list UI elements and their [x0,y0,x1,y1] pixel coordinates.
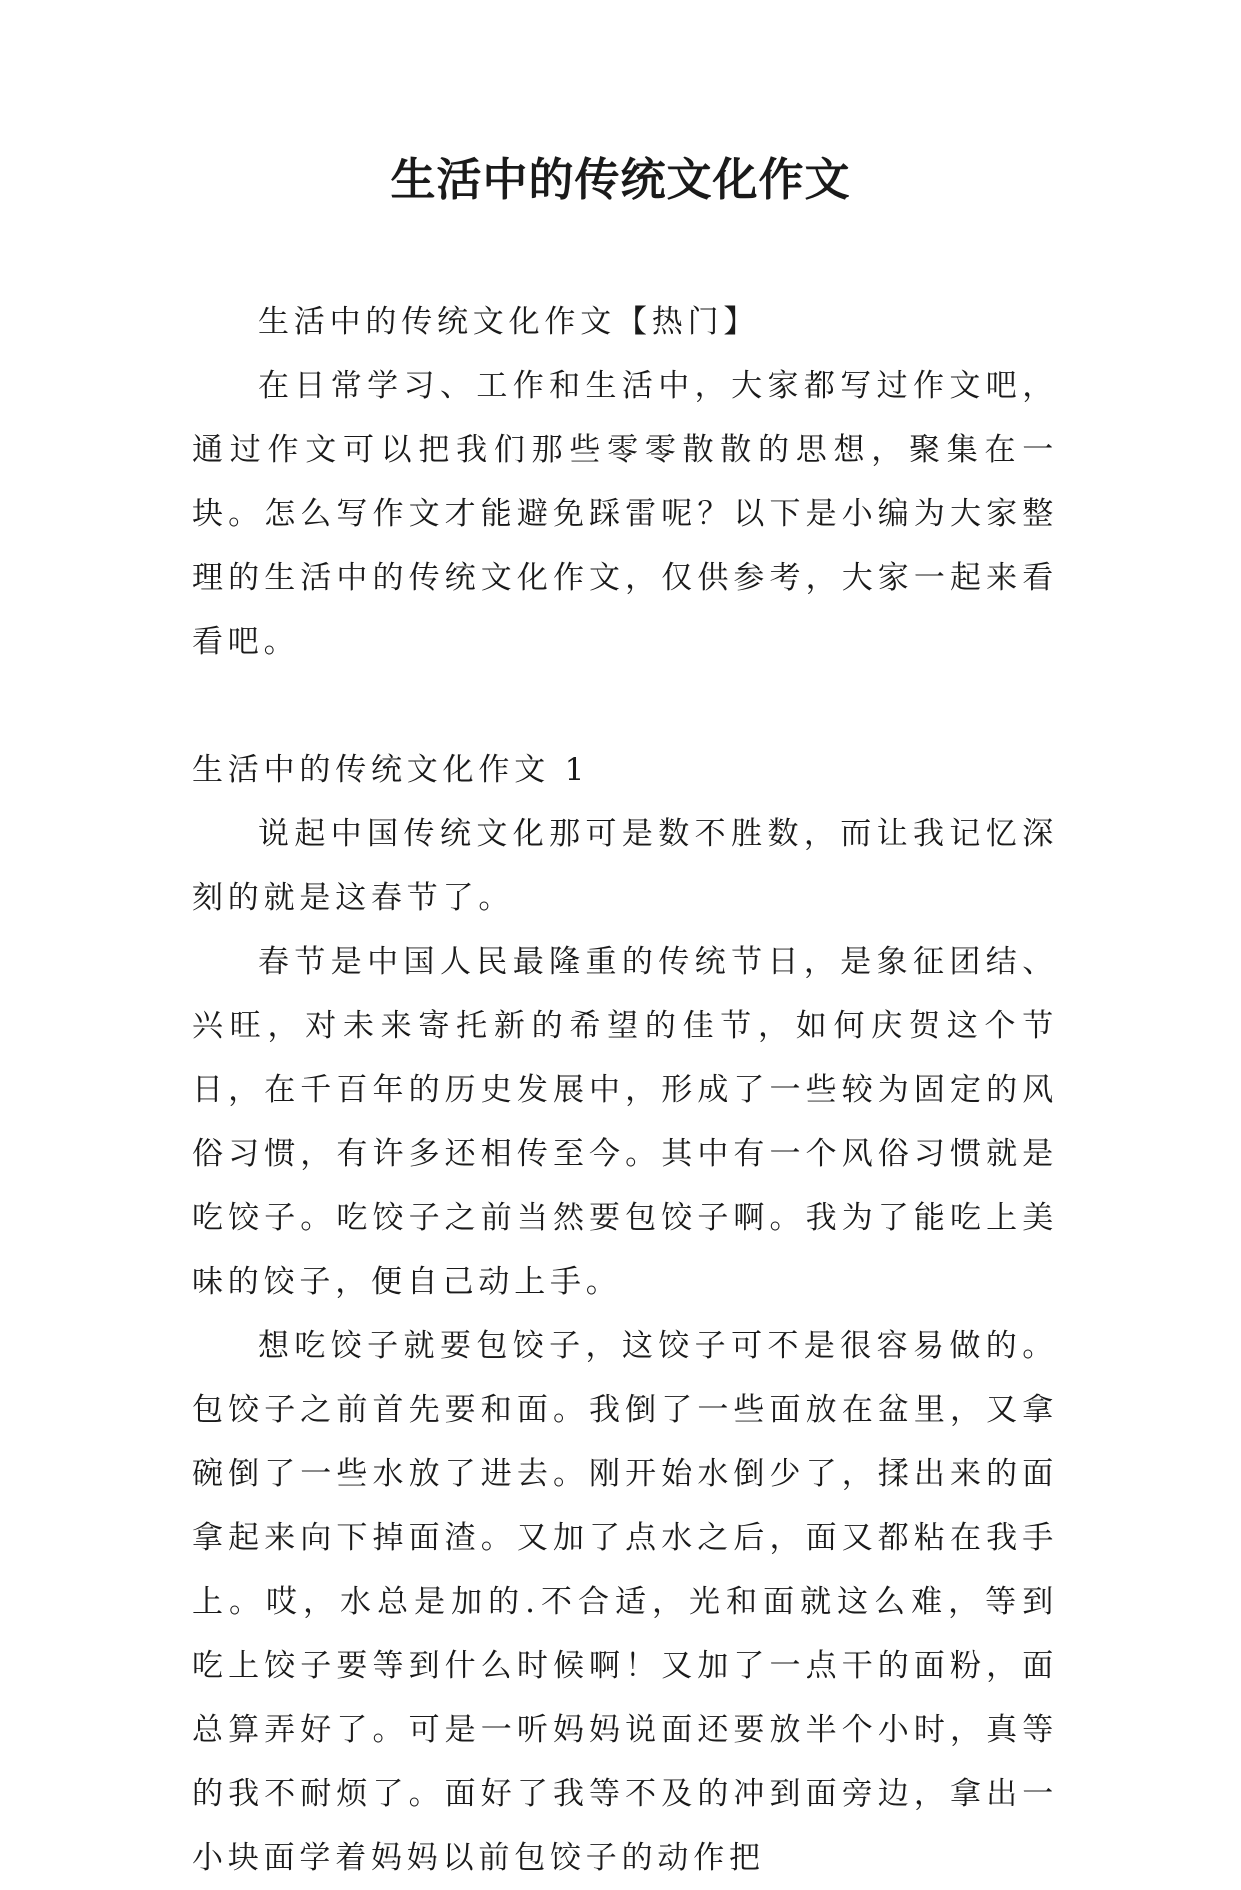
section-heading: 生活中的传统文化作文 1 [192,752,590,788]
body-paragraph: 说起中国传统文化那可是数不胜数，而让我记忆深刻的就是这春节了。 [192,816,1058,916]
document-body [192,290,1058,1890]
body-paragraph: 春节是中国人民最隆重的传统节日，是象征团结、兴旺，对未来寄托新的希望的佳节，如何庆贺这个节日，在千百年的历史发展中，形成了一些较为固定的风俗习惯，有许多还相传至今。其中有一个风俗习惯就是吃饺子。吃饺子之前当然要包饺子啊。我为了能吃上美味的饺子，便自己动上手。 [192,944,1058,1300]
body-paragraph: 想吃饺子就要包饺子，这饺子可不是很容易做的。包饺子之前首先要和面。我倒了一些面放在盆里，又拿碗倒了一些水放了进去。刚开始水倒少了，揉出来的面拿起来向下掉面渣。又加了点水之后，面又都粘在我手上。哎，水总是加的.不合适，光和面就这么难，等到吃上饺子要等到什么时候啊！又加了一点干的面粉，面总算弄好了。可是一听妈妈说面还要放半个小时，真等的我不耐烦了。面好了我等不及的冲到面旁边，拿出一小块面学着妈妈以前包饺子的动作把 [192,1328,1058,1876]
intro-paragraph: 在日常学习、工作和生活中，大家都写过作文吧，通过作文可以把我们那些零零散散的思想，聚集在一块。怎么写作文才能避免踩雷呢？以下是小编为大家整理的生活中的传统文化作文，仅供参考，大家一起来看看吧。 [192,368,1058,660]
intro-heading: 生活中的传统文化作文【热门】 [258,304,760,340]
document-title: 生活中的传统文化作文 [390,153,851,206]
